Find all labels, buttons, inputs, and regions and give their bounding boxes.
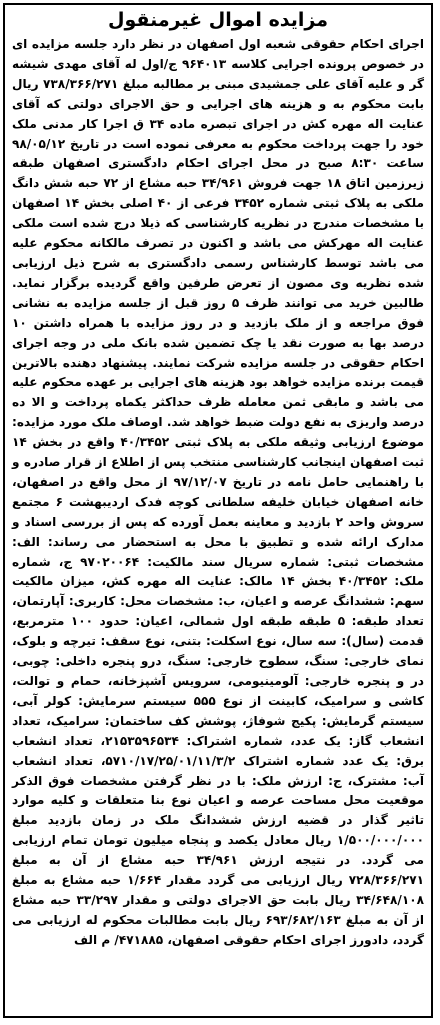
notice-title: مزایده اموال غیرمنقول: [108, 9, 328, 31]
auction-notice: [3, 3, 433, 1018]
notice-body: اجرای احکام حقوقی شعبه اول اصفهان در نظر دارد جلسه مزایده ای در خصوص پرونده اجرایی کلاسه ۹۶۴۰۱۳ ج/اول له آقای مهدی شیشه گر و علیه آقای علی جمشیدی مبنی بر مطالبه مبلغ ۷۳۸/۳۶۶/۲۷۱ ریال بابت محکوم به و هزینه های اجرایی و حق الاجرای دولتی که آقای عنایت اله مهره کش در اجرای تبصره ماده ۳۴ ق اجرا کار مدنی ملک خود را جهت پرداخت محکوم به معرفی نموده است در تاریخ ۹۸/۰۵/۱۲ ساعت ۸:۳۰ صبح در محل اجرای احکام دادگستری اصفهان طبقه زیرزمین اتاق ۱۸ جهت فروش ۳۴/۹۶۱ حبه مشاع از ۷۲ حبه شش دانگ ملکی به پلاک ثبتی شماره ۳۴۵۲ فرعی از ۴۰ اصلی بخش ۱۴ اصفهان با مشخصات مندرج در نظریه کارشناسی که ذیلا درج شده است ملکی عنایت اله مهرکش می باشد و اکنون در تصرف مالکانه محکوم علیه می باشد توسط کارشناس رسمی دادگستری به شرح ذیل ارزیابی شده نظریه وی مصون از تعرض طرفین واقع گردیده برگزار نماید. طالبین خرید می توانند ظرف ۵ روز قبل از جلسه مزایده به نشانی فوق مراجعه و از ملک بازدید و در روز مزایده با همراه داشتن ۱۰ درصد بها به صورت نقد یا چک تضمین شده بانک ملی در وجه اجرای احکام حقوقی در جلسه مزایده شرکت نمایند. پیشنهاد دهنده بالاترین قیمت برنده مزایده خواهد بود هزینه های اجرایی بر عهده محکوم علیه می باشد و مابقی ثمن معامله ظرف حداکثر یکماه پرداخت و الا ده درصد واریزی به نفع دولت ضبط خواهد شد. اوصاف ملک مورد مزایده: موضوع ارزیابی وثیقه ملکی به پلاک ثبتی ۴۰/۳۴۵۲ واقع در بخش ۱۴ ثبت اصفهان اینجانب کارشناسی منتخب پس از اطلاع از قرار صادره و با راهنمایی حامل نامه در تاریخ ۹۷/۱۲/۰۷ از محل واقع در اصفهان، خانه اصفهان خیابان خلیفه سلطانی کوچه فدک ارديبهشت ۶ مجتمع سروش واحد ۲ بازدید و معاینه بعمل آورده که پس از بررسی اسناد و مدارک ارائه شده و تطبیق با محل به استحضار می رساند: الف: مشخصات ثبتی: شماره سریال سند مالکیت: ۹۷۰۲۰۰۶۴ ج، شماره ملک: ۴۰/۳۴۵۲ بخش ۱۴ مالک: عنایت اله مهره کش، میزان مالکیت سهم: ششدانگ عرصه و اعیان، ب: مشخصات محل: کاربری: آپارتمان، تعداد طبقه: ۵ طبقه طبقه اول شمالی، اعیان: حدود ۱۰۰ مترمربع، قدمت (سال): سه سال، نوع اسکلت: بتنی، نوع سقف: تیرچه و بلوک، نمای خارجی: سنگ، سطوح خارجی: سنگ، درو پنجره داخلی: چوبی، در و پنجره خارجی: آلومینیومی، سرویس آشپزخانه، حمام و توالت، کاشی و سرامیک، کابینت از نوع ۵۵۵ سیستم سرمایش: کولر آبی، سیستم گرمایش: پکیج شوفاژ، پوشش کف ساختمان: سرامیک، تعداد انشعاب گاز: یک عدد، شماره اشتراک: ۲۱۵۳۵۹۶۵۳۴، تعداد انشعاب برق: یک عدد شماره اشتراک ۵۷۱۰/۱۷/۲۵/۰۱/۱۱/۳/۲، تعداد انشعاب آب: مشترک، ج: ارزش ملک: با در نظر گرفتن مشخصات فوق الذکر موقعیت محل مساحت عرصه و اعیان نوع بنا متعلقات و کلیه موارد تاثیر گذار در قضیه ارزش ششدانگ ملک در زمان بازدید مبلغ ۱/۵۰۰/۰۰۰/۰۰۰ ریال معادل یکصد و پنجاه میلیون تومان تمام ارزیابی می گردد. در نتیجه ارزش ۳۴/۹۶۱ حبه مشاع از آن به مبلغ ۷۲۸/۳۶۶/۲۷۱ ریال ارزیابی می گردد مقدار ۱/۶۶۴ حبه مشاع به مبلغ ۳۴/۶۴۸/۱۰۸ ریال بابت حق الاجرای دولتی و مقدار ۳۳/۲۹۷ حبه مشاع از آن به مبلغ ۶۹۳/۶۸۲/۱۶۳ ریال بابت مطالبات محکوم له ارزیابی می گردد، دادورز اجرای احکام حقوقی اصفهان، ۴۷۱۸۸۵/ م الف: [12, 37, 425, 947]
